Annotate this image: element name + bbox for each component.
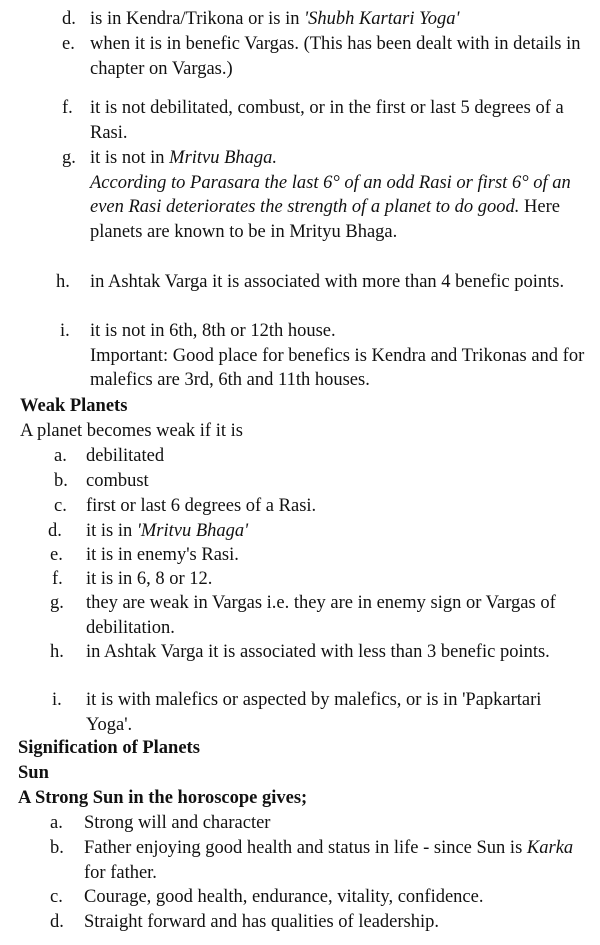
list-text: Straight forward and has qualities of leadership. <box>84 912 439 932</box>
list-label: i. <box>52 690 62 710</box>
list-item <box>0 910 590 935</box>
list-item <box>0 146 590 244</box>
list-text: when it is in benefic Vargas. (This has been dealt with in details in chapter on Vargas.) <box>90 34 581 79</box>
list-label: e. <box>62 34 75 54</box>
list-item <box>0 32 590 81</box>
list-text: in Ashtak Varga it is associated with less than 3 benefic points. <box>86 642 550 662</box>
list-item <box>0 444 590 469</box>
list-item <box>0 319 590 393</box>
list-label: d. <box>50 912 64 932</box>
list-label: h. <box>56 272 70 292</box>
list-label: a. <box>50 813 63 833</box>
list-item <box>0 270 590 295</box>
list-text: it is with malefics or aspected by malefics, or is in 'Papkartari Yoga'. <box>86 690 542 735</box>
list-item <box>0 543 590 568</box>
list-label: d. <box>48 521 62 541</box>
list-text: it is in 'Mritvu Bhaga' <box>86 521 249 541</box>
list-label: g. <box>50 593 64 613</box>
list-label: i. <box>60 321 70 341</box>
list-item <box>0 519 590 544</box>
section-heading: Weak Planets <box>20 396 128 416</box>
list-text: in Ashtak Varga it is associated with more than 4 benefic points. <box>90 272 565 292</box>
list-text: it is not in Mritvu Bhaga. <box>90 148 278 168</box>
list-label: f. <box>62 98 73 118</box>
list-text: first or last 6 degrees of a Rasi. <box>86 496 317 516</box>
list-item <box>0 688 590 737</box>
list-label: c. <box>54 496 67 516</box>
list-text: combust <box>86 471 149 491</box>
list-text: is in Kendra/Trikona or is in 'Shubh Kartari Yoga' <box>90 9 460 29</box>
list-label: b. <box>54 471 68 491</box>
list-item <box>0 567 590 592</box>
section-intro: A planet becomes weak if it is <box>20 421 243 441</box>
list-label: b. <box>50 838 64 858</box>
list-label: e. <box>50 545 63 565</box>
list-label: h. <box>50 642 64 662</box>
list-text: Strong will and character <box>84 813 271 833</box>
list-label: a. <box>54 446 67 466</box>
list-label: d. <box>62 9 76 29</box>
list-item <box>0 811 590 836</box>
list-item <box>0 885 590 910</box>
list-text: it is in enemy's Rasi. <box>86 545 239 565</box>
list-item <box>0 836 590 885</box>
list-label: c. <box>50 887 63 907</box>
list-item <box>0 96 590 145</box>
list-item <box>0 494 590 519</box>
list-text: they are weak in Vargas i.e. they are in enemy sign or Vargas of debilitation. <box>86 593 556 638</box>
list-item <box>0 469 590 494</box>
list-text: it is in 6, 8 or 12. <box>86 569 213 589</box>
list-text: it is not debilitated, combust, or in the first or last 5 degrees of a Rasi. <box>90 98 564 143</box>
list-item <box>0 640 590 665</box>
list-label: g. <box>62 148 76 168</box>
list-note: Important: Good place for benefics is Kendra and Trikonas and for malefics are 3rd, 6th and 11th houses. <box>90 345 585 391</box>
list-note: According to Parasara the last 6° of an odd Rasi or first 6° of an even Rasi deteriorates the strength of a planet to do good. Here planets are known to be in Mrityu Bhaga. <box>90 172 571 242</box>
section-heading: Signification of Planets <box>18 738 200 758</box>
list-item <box>0 7 590 32</box>
list-text: Father enjoying good health and status in life - since Sun is Karka for father. <box>84 838 574 883</box>
section-subheading: Sun <box>18 763 49 783</box>
list-text: Courage, good health, endurance, vitality, confidence. <box>84 887 484 907</box>
list-item <box>0 591 590 640</box>
list-label: f. <box>52 569 63 589</box>
section-intro: A Strong Sun in the horoscope gives; <box>18 788 308 808</box>
list-text: debilitated <box>86 446 165 466</box>
list-text: it is not in 6th, 8th or 12th house. <box>90 321 336 341</box>
